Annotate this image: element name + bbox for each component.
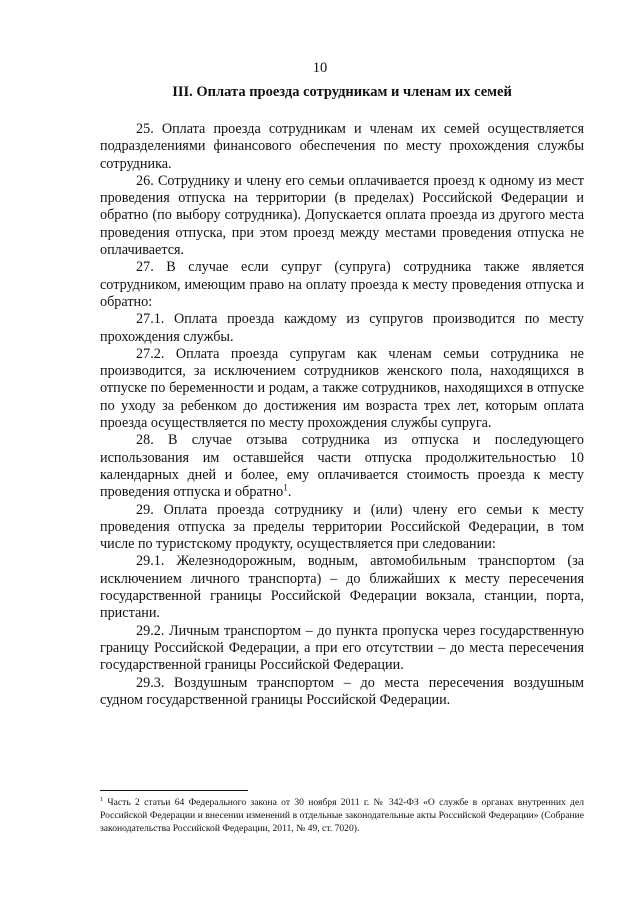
footnote-reference[interactable]: 1 <box>283 482 288 493</box>
paragraph-28 <box>100 432 584 501</box>
paragraph-29-1: 29.1. Железнодорожным, водным, автомобильным транспортом (за исключением личного транспорта) – до ближайших к месту пересечения государственной границы Российской Федерации вокзала, станции, порта, пристани. <box>100 553 584 622</box>
paragraph-26: 26. Сотруднику и члену его семьи оплачивается проезд к одному из мест проведения отпуска на территории (в пределах) Российской Федерации и обратно (по выбору сотрудника). Допускается оплата проезда из другого места проведения отпуска, при этом проезд между местами проведения отпуска не оплачивается. <box>100 172 584 259</box>
paragraph-27: 27. В случае если супруг (супруга) сотрудника также является сотрудником, имеющим право на оплату проезда к месту проведения отпуска и обратно: <box>100 259 584 310</box>
paragraph-29-2: 29.2. Личным транспортом – до пункта пропуска через государственную границу Российской Федерации, а при его отсутствии – до места пересечения государственной границы Российской Федерации. <box>100 622 584 674</box>
footnote-divider <box>100 790 248 791</box>
footnote-text: Часть 2 статьи 64 Федерального закона от 30 ноября 2011 г. № 342-ФЗ «О службе в органах внутренних дел Российской Федерации и внесении изменений в отдельные законодательные акты Российской Федерации» (Собрание законодательства Российской Федерации, 2011, № 49, ст. 7020). <box>100 797 584 834</box>
footnote-marker: 1 <box>100 795 104 803</box>
paragraph-28-end: . <box>287 484 292 501</box>
paragraph-29: 29. Оплата проезда сотруднику и (или) члену его семьи к месту проведения отпуска за пределы территории Российской Федерации, в том числе по туристскому продукту, осуществляется при следовании: <box>100 501 584 553</box>
page-number: 10 <box>312 60 328 76</box>
paragraph-25: 25. Оплата проезда сотрудникам и членам их семей осуществляется подразделениями финансового обеспечения по месту прохождения службы сотрудника. <box>100 121 584 172</box>
paragraph-27-1: 27.1. Оплата проезда каждому из супругов производится по месту прохождения службы. <box>100 311 584 345</box>
footnote-1 <box>100 796 584 835</box>
document-body <box>100 121 584 709</box>
footnote <box>100 796 584 835</box>
paragraph-28-text: 28. В случае отзыва сотрудника из отпуска и последующего использования им оставшейся части отпуска продолжительностью 10 календарных дней и более, ему оплачивается стоимость проезда к месту проведения отпуска и обратно <box>100 432 584 501</box>
paragraph-29-3: 29.3. Воздушным транспортом – до места пересечения воздушным судном государственной границы Российской Федерации. <box>100 674 584 708</box>
paragraph-27-2: 27.2. Оплата проезда супругам как членам семьи сотрудника не производится, за исключением сотрудников женского пола, находящихся в отпуске по беременности и родам, а также сотрудников, находящихся в отпуске по уходу за ребенком до достижения им возраста трех лет, которым оплата проезда осуществляется по месту прохождения службы супруга. <box>100 345 584 432</box>
section-title: III. Оплата проезда сотрудникам и членам их семей <box>172 84 512 100</box>
